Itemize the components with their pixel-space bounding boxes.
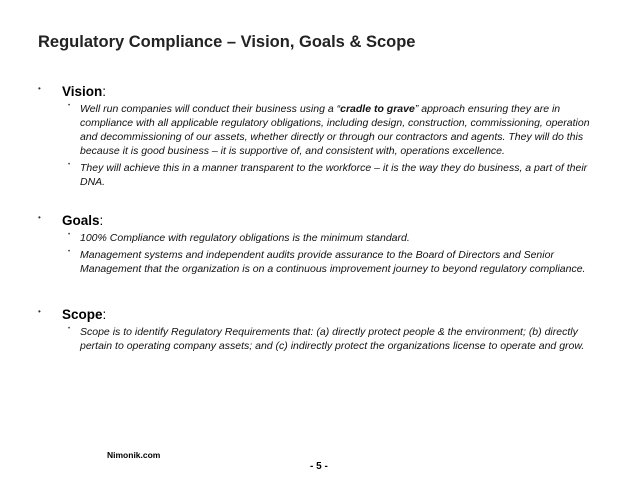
item-emphasis: cradle to grave bbox=[340, 103, 415, 115]
sub-bullet-icon: • bbox=[68, 249, 71, 255]
heading-text: Scope bbox=[62, 307, 103, 322]
item-text: They will achieve this in a manner transparent to the workforce – it is the way they do business, a part of their DNA. bbox=[80, 162, 588, 188]
section-heading-goals bbox=[38, 212, 598, 229]
sub-bullet-icon: • bbox=[68, 326, 71, 332]
heading-colon: : bbox=[102, 307, 107, 322]
bullet-icon: • bbox=[38, 307, 41, 316]
bullet-icon: • bbox=[38, 84, 41, 93]
section-heading-scope bbox=[38, 306, 598, 323]
item-text: Scope is to identify Regulatory Requirements that: (a) directly protect people & the environment; (b) directly pertain to operating company assets; and (c) indirectly protect the organizations license to operate and grow. bbox=[80, 326, 585, 352]
section-goals bbox=[38, 212, 598, 279]
heading-colon: : bbox=[102, 84, 107, 99]
list-item bbox=[38, 248, 598, 276]
scope-items bbox=[38, 325, 598, 353]
list-item bbox=[38, 325, 598, 353]
footer-source: Nimonik.com bbox=[107, 450, 161, 460]
item-text-before: Well run companies will conduct their business using a “ bbox=[80, 103, 341, 115]
heading-text: Vision bbox=[62, 84, 103, 99]
sub-bullet-icon: • bbox=[68, 232, 71, 238]
heading-colon: : bbox=[99, 213, 104, 228]
bullet-icon: • bbox=[38, 213, 41, 222]
list-item bbox=[38, 161, 598, 189]
list-item bbox=[38, 231, 598, 245]
sub-bullet-icon: • bbox=[68, 103, 71, 109]
section-vision bbox=[38, 83, 598, 192]
page-number: - 5 - bbox=[310, 461, 328, 472]
item-text: Management systems and independent audits provide assurance to the Board of Directors and Senior Management that the organization is on a continuous improvement journey to beyond regulatory compliance. bbox=[80, 249, 586, 275]
section-heading-vision bbox=[38, 83, 598, 100]
slide-title: Regulatory Compliance – Vision, Goals & Scope bbox=[38, 33, 416, 51]
item-text-after: ” approach ensuring they are in compliance with all applicable regulatory obligations, including design, construction, commissioning, operation and decommissioning of our assets, whether directly or through our contractors and agents. They will do this because it is good business – it is supportive of, and consistent with, operations excellence. bbox=[80, 103, 590, 157]
section-scope bbox=[38, 306, 598, 356]
heading-text: Goals bbox=[62, 213, 100, 228]
item-text: 100% Compliance with regulatory obligations is the minimum standard. bbox=[80, 232, 410, 244]
list-item bbox=[38, 102, 598, 158]
goals-items bbox=[38, 231, 598, 276]
vision-items bbox=[38, 102, 598, 189]
sub-bullet-icon: • bbox=[68, 162, 71, 168]
